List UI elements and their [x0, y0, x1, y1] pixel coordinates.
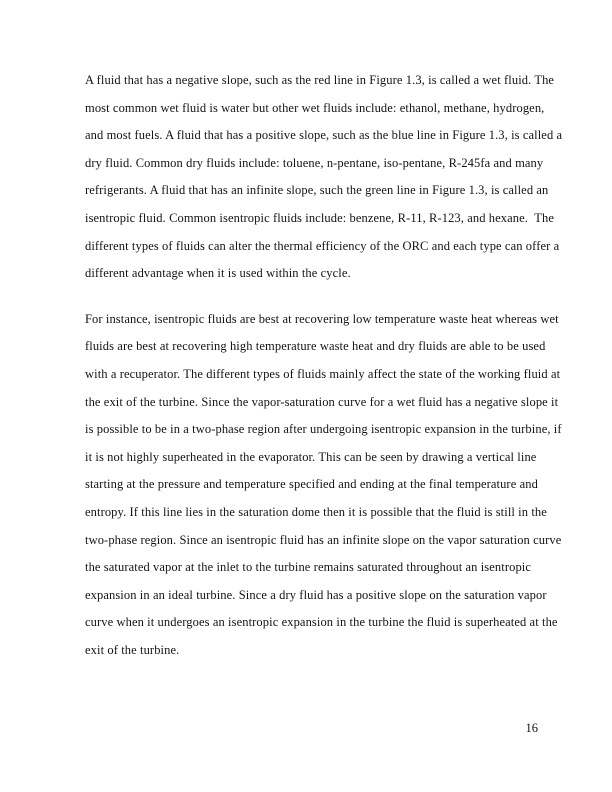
text-line: the saturated vapor at the inlet to the turbine remains saturated throughout an isentropic [85, 560, 532, 575]
text-line: curve when it undergoes an isentropic expansion in the turbine the fluid is superheated at the [85, 615, 558, 630]
text-line: dry fluid. Common dry fluids include: toluene, n-pentane, iso-pentane, R-245fa and many [85, 155, 544, 170]
text-line: with a recuperator. The different types of fluids mainly affect the state of the working fluid at [85, 366, 561, 381]
text-line: different types of fluids can alter the thermal efficiency of the ORC and each type can offer a [85, 238, 560, 253]
text-line: For instance, isentropic fluids are best at recovering low temperature waste heat whereas wet [85, 311, 559, 326]
paragraph [85, 67, 563, 288]
text-line: entropy. If this line lies in the saturation dome then it is possible that the fluid is still in the [85, 504, 547, 519]
text-line: two-phase region. Since an isentropic fluid has an infinite slope on the vapor saturation curve [85, 532, 562, 547]
text-line: starting at the pressure and temperature specified and ending at the final temperature and [85, 477, 538, 492]
text-line: A fluid that has a negative slope, such as the red line in Figure 1.3, is called a wet fluid. The [85, 73, 555, 87]
text-line: it is not highly superheated in the evaporator. This can be seen by drawing a vertical line [85, 449, 537, 464]
text-line: fluids are best at recovering high temperature waste heat and dry fluids are able to be used [85, 339, 546, 354]
paragraph [85, 306, 562, 665]
text-line: isentropic fluid. Common isentropic fluids include: benzene, R-11, R-123, and hexane. The [85, 210, 554, 225]
page-body [85, 67, 563, 664]
text-line: different advantage when it is used within the cycle. [85, 266, 351, 281]
text-line: expansion in an ideal turbine. Since a dry fluid has a positive slope on the saturation vapor [85, 587, 547, 602]
text-line: is possible to be in a two-phase region after undergoing isentropic expansion in the turbine, if [85, 422, 562, 437]
page-number: 16 [525, 721, 538, 735]
text-line: the exit of the turbine. Since the vapor-saturation curve for a wet fluid has a negative slope it [85, 394, 559, 409]
text-line: refrigerants. A fluid that has an infinite slope, such the green line in Figure 1.3, is called an [85, 183, 549, 198]
text-line: and most fuels. A fluid that has a positive slope, such as the blue line in Figure 1.3, is called a [85, 128, 563, 143]
text-line: exit of the turbine. [85, 642, 180, 657]
text-line: most common wet fluid is water but other wet fluids include: ethanol, methane, hydrogen, [85, 100, 545, 115]
